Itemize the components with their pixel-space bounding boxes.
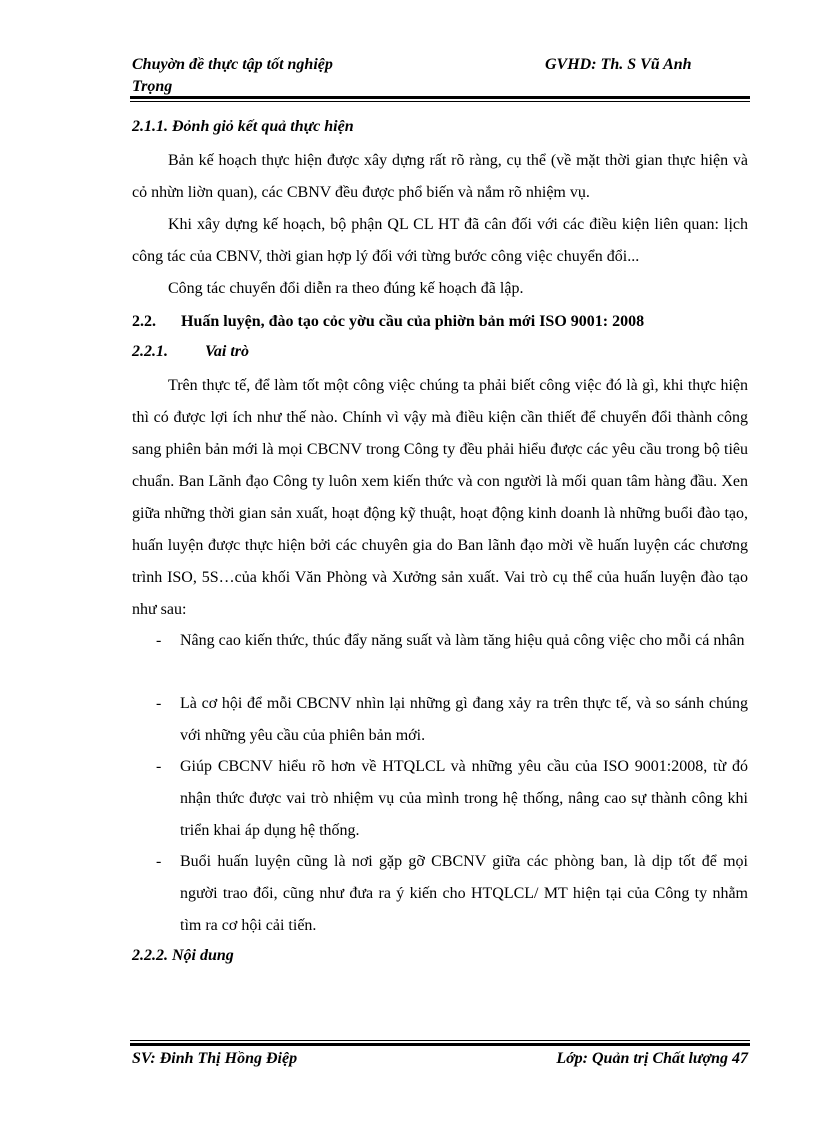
section-2-2-1-number: 2.2.1. xyxy=(132,343,168,360)
bullet-dash: - xyxy=(156,695,162,712)
section-2-2-1-heading: Vai trò xyxy=(205,343,250,360)
footer-student: SV: Đinh Thị Hồng Điệp xyxy=(132,1050,298,1067)
paragraph-2 xyxy=(132,209,748,273)
header-rule-thick xyxy=(130,96,750,99)
paragraph-1-text: Bản kế hoạch thực hiện được xây dựng rất rõ ràng, cụ thể (về mặt thời gian thực hiện và cỏ nhừn liờn quan), các CBNV đều được phổ biến và nắm rõ nhiệm vụ. xyxy=(132,152,748,201)
footer-rule-thin xyxy=(130,1040,750,1041)
paragraph-4 xyxy=(132,370,748,626)
header-title-line2: Trọng xyxy=(132,78,173,95)
paragraph-2-text: Khi xây dựng kế hoạch, bộ phận QL CL HT đã cân đối với các điều kiện liên quan: lịch công tác của CBNV, thời gian hợp lý đối với từng bước công việc chuyển đổi... xyxy=(132,216,748,265)
paragraph-4-text: Trên thực tế, để làm tốt một công việc chúng ta phải biết công việc đó là gì, khi thực hiện thì có được lợi ích như thế nào. Chính vì vậy mà điều kiện cần thiết để chuyển đổi thành công sang phiên bản mới là mọi CBCNV trong Công ty đều phải hiểu được các yêu cầu trong bộ tiêu chuẩn. Ban Lãnh đạo Công ty luôn xem kiến thức và con người là mối quan tâm hàng đầu. Xen giữa những thời gian sản xuất, hoạt động kỹ thuật, hoạt động kinh doanh là những buổi đào tạo, huấn luyện được thực hiện bởi các chuyên gia do Ban lãnh đạo mời về huấn luyện các chương trình ISO, 5S…của khối Văn Phòng và Xưởng sản xuất. Vai trò cụ thể của huấn luyện đào tạo như sau: xyxy=(132,377,748,618)
list-item xyxy=(132,846,748,942)
footer-rule-thick xyxy=(130,1043,750,1046)
footer-class: Lớp: Quản trị Chất lượng 47 xyxy=(556,1050,748,1067)
header-supervisor: GVHD: Th. S Vũ Anh xyxy=(545,56,692,73)
list-item xyxy=(132,688,748,752)
header-rule-thin xyxy=(130,101,750,102)
bullet-dash: - xyxy=(156,853,162,870)
bullet-dash: - xyxy=(156,632,162,649)
paragraph-1 xyxy=(132,145,748,209)
bullet-text: Là cơ hội để mỗi CBCNV nhìn lại những gì đang xảy ra trên thực tế, và so sánh chúng với những yêu cầu của phiên bản mới. xyxy=(180,695,748,744)
section-2-2-number: 2.2. xyxy=(132,313,156,330)
header-left xyxy=(132,54,333,98)
bullet-text: Nâng cao kiến thức, thúc đẩy năng suất và làm tăng hiệu quả công việc cho mỗi cá nhân xyxy=(180,632,745,649)
bullet-dash: - xyxy=(156,758,162,775)
header-title-line1: Chuyờn đề thực tập tốt nghiệp xyxy=(132,56,333,73)
list-item xyxy=(132,625,748,689)
section-2-1-1-heading: 2.1.1. Đỏnh giỏ kết quả thực hiện xyxy=(132,118,354,135)
list-item xyxy=(132,751,748,847)
paragraph-3 xyxy=(132,273,748,305)
section-2-2-heading: Huấn luyện, đào tạo cỏc yờu cầu của phiờn bản mới ISO 9001: 2008 xyxy=(181,313,645,330)
bullet-text: Giúp CBCNV hiểu rõ hơn về HTQLCL và những yêu cầu của ISO 9001:2008, từ đó nhận thức được vai trò nhiệm vụ của mình trong hệ thống, nâng cao sự thành công khi triển khai áp dụng hệ thống. xyxy=(180,758,748,839)
section-2-2-2-heading: 2.2.2. Nội dung xyxy=(132,947,234,964)
paragraph-3-text: Công tác chuyển đổi diễn ra theo đúng kế hoạch đã lập. xyxy=(168,280,524,297)
bullet-text: Buổi huấn luyện cũng là nơi gặp gỡ CBCNV giữa các phòng ban, là dịp tốt để mọi người trao đổi, cũng như đưa ra ý kiến cho HTQLCL/ MT hiện tại của Công ty nhằm tìm ra cơ hội cải tiến. xyxy=(180,853,748,934)
